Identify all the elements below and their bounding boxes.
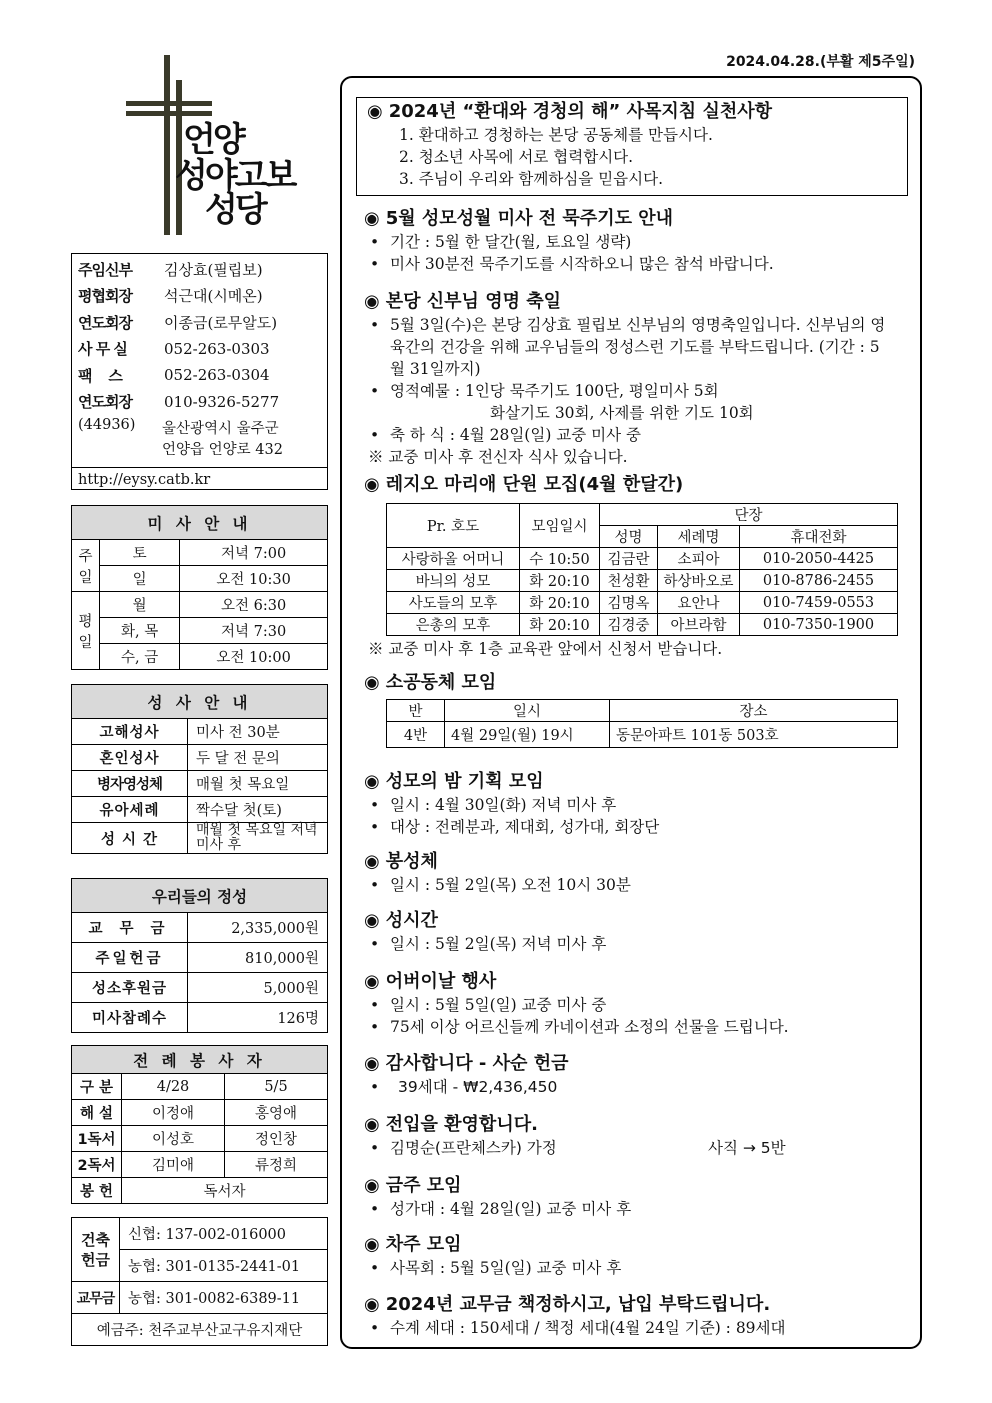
sacrament-value: 미사 전 30분 (188, 719, 328, 745)
bullet-circle-icon: ◉ (364, 208, 380, 229)
offering-name: 주일헌금 (72, 943, 188, 973)
cell: 4월 29일(월) 19시 (445, 722, 610, 748)
table-header: 반 (387, 700, 445, 722)
info-row (78, 362, 321, 389)
cell: 김명옥 (600, 592, 658, 614)
cell: 은총의 모후 (387, 614, 520, 636)
server-role: 1독서 (72, 1126, 122, 1152)
offering-name: 교 무 금 (72, 913, 188, 943)
account-holder: 예금주: 천주교부산교구유지재단 (72, 1314, 328, 1346)
bullet-circle-icon: ◉ (364, 851, 380, 872)
cell: 010-8786-2455 (740, 570, 898, 592)
section-small-community (364, 671, 904, 748)
bullet-item: • 39세대 - ₩2,436,450 (364, 1076, 904, 1098)
cell: 동문아파트 101동 503호 (610, 722, 898, 748)
bullet-continuation: 화살기도 30회, 사제를 위한 기도 10회 (490, 404, 754, 422)
section-rosary (364, 207, 904, 275)
building-fund-label: 건축헌금 (72, 1218, 120, 1282)
table-row (387, 570, 898, 592)
bullet-item: • 대상 : 전례분과, 제대회, 성가대, 회장단 (364, 816, 904, 838)
section-tithe (364, 1293, 904, 1339)
server-name: 류정희 (225, 1152, 328, 1178)
bullet-circle-icon: ◉ (364, 1234, 380, 1255)
bullet-item: • 일시 : 5월 2일(목) 오전 10시 30분 (364, 874, 904, 896)
section-title: ◉ 전입을 환영합니다. (364, 1114, 538, 1135)
tithe-label: 교무금 (72, 1282, 120, 1314)
pastoral-guideline-title: ◉ 2024년 “환대와 경청의 해” 사목지침 실천사항 (367, 101, 773, 122)
bullet-item: • 김명순(프란체스카) 가정 사직 → 5반 (364, 1137, 904, 1159)
info-value: 이종금(로무알도) (164, 313, 278, 332)
logo-line-2: 성야고보 (175, 156, 295, 196)
info-row (78, 283, 321, 310)
mass-title: 미 사 안 내 (72, 506, 328, 540)
table-header: 일시 (445, 700, 610, 722)
offering-value: 810,000원 (188, 943, 328, 973)
sacrament-value: 짝수달 첫(토) (188, 797, 328, 823)
bullet-item: • 수계 세대 : 150세대 / 책정 세대(4월 24일 기준) : 89세대 (364, 1317, 904, 1339)
sacrament-name: 유아세례 (72, 797, 188, 823)
guideline-item: 1. 환대하고 경청하는 본당 공동체를 만듭시다. (399, 126, 713, 144)
note: ※ 교중 미사 후 1층 교육관 앞에서 신청서 받습니다. (368, 640, 723, 658)
sunday-label: 주일 (72, 540, 100, 592)
cell: 소피아 (658, 548, 740, 570)
cell: 사도들의 모후 (387, 592, 520, 614)
bank-account: 농협: 301-0135-2441-01 (120, 1250, 328, 1282)
cell: 요안나 (658, 592, 740, 614)
contact-info-box (71, 253, 328, 490)
bullet-circle-icon: ◉ (364, 1294, 380, 1315)
server-role: 2독서 (72, 1152, 122, 1178)
section-title: ◉ 성시간 (364, 910, 438, 931)
bullet-item: • 일시 : 5월 5일(일) 교중 미사 중 (364, 994, 904, 1016)
cell: 4반 (387, 722, 445, 748)
servers-title: 전 례 봉 사 자 (72, 1046, 328, 1074)
bullet-circle-icon: ◉ (364, 1114, 380, 1135)
mass-time: 저녁 7:00 (180, 540, 328, 566)
table-row (387, 548, 898, 570)
section-title: ◉ 본당 신부님 영명 축일 (364, 291, 562, 312)
table-header: 성명 (600, 526, 658, 548)
info-key: 연도회장 (78, 393, 132, 412)
section-title: ◉ 성모의 밤 기획 모임 (364, 771, 544, 792)
bullet-circle-icon: ◉ (364, 771, 380, 792)
section-lent-offering (364, 1052, 904, 1098)
info-row (78, 336, 321, 363)
sacrament-name: 혼인성사 (72, 745, 188, 771)
server-name: 김미애 (122, 1152, 225, 1178)
offering-info (71, 878, 328, 1033)
server-role: 봉 헌 (72, 1178, 122, 1204)
bullet-circle-icon: ◉ (364, 672, 380, 693)
info-value: 052-263-0303 (164, 339, 270, 358)
district-change: 사직 → 5반 (708, 1139, 786, 1157)
info-key: 연도회장 (78, 313, 132, 332)
table-header: 휴대전화 (740, 526, 898, 548)
guideline-item: 3. 주님이 우리와 함께하심을 믿읍시다. (399, 170, 664, 188)
bullet-item: • 기간 : 5월 한 달간(월, 토요일 생략) (364, 231, 904, 253)
section-title: ◉ 감사합니다 - 사순 헌금 (364, 1053, 569, 1074)
address-line-1: 울산광역시 울주군 (162, 421, 279, 437)
cell: 사랑하올 어머니 (387, 548, 520, 570)
info-value: 김상효(필립보) (164, 260, 263, 279)
servers-date: 5/5 (225, 1074, 328, 1100)
info-key: 팩 스 (78, 366, 122, 385)
sacrament-name: 병자영성체 (72, 771, 188, 797)
cell: 화 20:10 (520, 592, 600, 614)
section-this-week (364, 1174, 904, 1220)
bullet-circle-icon: ◉ (364, 474, 380, 495)
info-value: 010-9326-5277 (164, 392, 280, 411)
mass-day: 토 (100, 540, 180, 566)
bank-account: 신협: 137-002-016000 (120, 1218, 328, 1250)
bullet-circle-icon: ◉ (367, 101, 383, 122)
cell: 010-7459-0553 (740, 592, 898, 614)
logo-line-3: 성당 (205, 190, 265, 230)
server-name: 독서자 (122, 1178, 328, 1204)
bank-accounts (71, 1217, 328, 1346)
bullet-circle-icon: ◉ (364, 1053, 380, 1074)
sacrament-name: 성 시 간 (72, 823, 188, 854)
bullet-item: • 5월 3일(수)은 본당 김상효 필립보 신부님의 영명축일입니다. 신부님의 영육간의 건강을 위해 교우님들의 정성스런 기도를 부탁드립니다. (기간 : 5월 31일까지) (364, 314, 904, 380)
section-title: ◉ 차주 모임 (364, 1234, 462, 1255)
bullet-circle-icon: ◉ (364, 910, 380, 931)
sacrament-name: 고해성사 (72, 719, 188, 745)
cell: 010-2050-4425 (740, 548, 898, 570)
bullet-item: • 성가대 : 4월 28일(일) 교중 미사 후 (364, 1198, 904, 1220)
section-marian-night (364, 770, 904, 838)
cell: 화 20:10 (520, 570, 600, 592)
section-title: ◉ 어버이날 행사 (364, 971, 497, 992)
zip-code: (44936) (78, 417, 136, 433)
info-value: 석근대(시메온) (164, 287, 263, 306)
section-feast (364, 290, 904, 468)
section-communion-sick (364, 850, 904, 896)
server-name: 이성호 (122, 1126, 225, 1152)
servers-date: 4/28 (122, 1074, 225, 1100)
mass-day: 일 (100, 566, 180, 592)
pastoral-guideline-box (356, 97, 908, 196)
section-welcome (364, 1113, 904, 1159)
sacrament-value: 두 달 전 문의 (188, 745, 328, 771)
info-row (78, 389, 321, 416)
sacrament-info (71, 684, 328, 854)
bullet-circle-icon: ◉ (364, 1175, 380, 1196)
cell: 바늬의 성모 (387, 570, 520, 592)
cell: 수 10:50 (520, 548, 600, 570)
info-key: 사 무 실 (78, 340, 127, 359)
address (78, 417, 321, 459)
server-role: 해 설 (72, 1100, 122, 1126)
section-title: ◉ 소공동체 모임 (364, 672, 497, 693)
offering-value: 126명 (188, 1003, 328, 1033)
cell: 하상바오로 (658, 570, 740, 592)
mass-time: 오전 6:30 (180, 592, 328, 618)
logo-line-1: 언양 (183, 120, 243, 160)
table-row (387, 614, 898, 636)
liturgy-servers (71, 1045, 328, 1204)
section-title: ◉ 금주 모임 (364, 1175, 462, 1196)
server-name: 정인창 (225, 1126, 328, 1152)
table-header: 세례명 (658, 526, 740, 548)
note: ※ 교중 미사 후 전신자 식사 있습니다. (368, 448, 628, 466)
bullet-item: • 축 하 식 : 4월 28일(일) 교중 미사 중 (364, 424, 904, 446)
section-legio (364, 473, 904, 660)
section-title: ◉ 5월 성모성월 미사 전 묵주기도 안내 (364, 208, 674, 229)
cell: 아브라함 (658, 614, 740, 636)
cell: 천성환 (600, 570, 658, 592)
offering-value: 5,000원 (188, 973, 328, 1003)
weekday-label: 평일 (72, 592, 100, 670)
cell: 김금란 (600, 548, 658, 570)
table-header: Pr. 호도 (387, 504, 520, 548)
bullet-item: • 일시 : 4월 30일(화) 저녁 미사 후 (364, 794, 904, 816)
offering-name: 미사참례수 (72, 1003, 188, 1033)
info-key: 평협회장 (78, 287, 132, 306)
info-value: 052-263-0304 (164, 366, 270, 385)
parish-logo (118, 55, 318, 235)
sacrament-value: 매월 첫 목요일 저녁미사 후 (188, 823, 328, 854)
community-table (386, 699, 898, 748)
offering-title: 우리들의 정성 (72, 879, 328, 913)
section-next-week (364, 1233, 904, 1279)
cell: 김경중 (600, 614, 658, 636)
info-row (78, 309, 321, 336)
table-row (387, 592, 898, 614)
table-header: 단장 (600, 504, 898, 526)
bullet-circle-icon: ◉ (364, 291, 380, 312)
website-link[interactable]: http://eysy.catb.kr (72, 467, 327, 492)
server-name: 이정애 (122, 1100, 225, 1126)
bullet-item: • 75세 이상 어르신들께 카네이션과 소정의 선물을 드립니다. (364, 1016, 904, 1038)
cell: 화 20:10 (520, 614, 600, 636)
legio-table (386, 503, 898, 636)
mass-day: 화, 목 (100, 618, 180, 644)
bullet-item: • 미사 30분전 묵주기도를 시작하오니 많은 참석 바랍니다. (364, 253, 904, 275)
offering-value: 2,335,000원 (188, 913, 328, 943)
section-title: ◉ 2024년 교무금 책정하시고, 납입 부탁드립니다. (364, 1294, 771, 1315)
section-holy-hour (364, 909, 904, 955)
address-line-2: 언양읍 언양로 432 (162, 442, 283, 458)
table-header: 모임일시 (520, 504, 600, 548)
mass-time: 저녁 7:30 (180, 618, 328, 644)
guideline-item: 2. 청소년 사목에 서로 협력합시다. (399, 148, 634, 166)
table-row (387, 722, 898, 748)
server-name: 홍영애 (225, 1100, 328, 1126)
section-parents-day (364, 970, 904, 1038)
section-title: ◉ 레지오 마리애 단원 모집(4월 한달간) (364, 474, 684, 495)
bulletin-date: 2024.04.28.(부활 제5주일) (726, 54, 915, 70)
table-header: 장소 (610, 700, 898, 722)
mass-day: 수, 금 (100, 644, 180, 670)
bullet-item: • 영적예물 : 1인당 묵주기도 100단, 평일미사 5회 (364, 380, 904, 402)
mass-time: 오전 10:30 (180, 566, 328, 592)
bullet-item: • 사목회 : 5월 5일(일) 교중 미사 후 (364, 1257, 904, 1279)
bullet-circle-icon: ◉ (364, 971, 380, 992)
sacrament-value: 매월 첫 목요일 (188, 771, 328, 797)
offering-name: 성소후원금 (72, 973, 188, 1003)
sacrament-title: 성 사 안 내 (72, 685, 328, 719)
info-row (78, 256, 321, 283)
bank-account: 농협: 301-0082-6389-11 (120, 1282, 328, 1314)
section-title: ◉ 봉성체 (364, 851, 438, 872)
mass-time: 오전 10:00 (180, 644, 328, 670)
info-key: 주임신부 (78, 260, 132, 279)
cell: 010-7350-1900 (740, 614, 898, 636)
mass-schedule (71, 505, 328, 670)
mass-day: 월 (100, 592, 180, 618)
bullet-item: • 일시 : 5월 2일(목) 저녁 미사 후 (364, 933, 904, 955)
servers-header-label: 구 분 (72, 1074, 122, 1100)
